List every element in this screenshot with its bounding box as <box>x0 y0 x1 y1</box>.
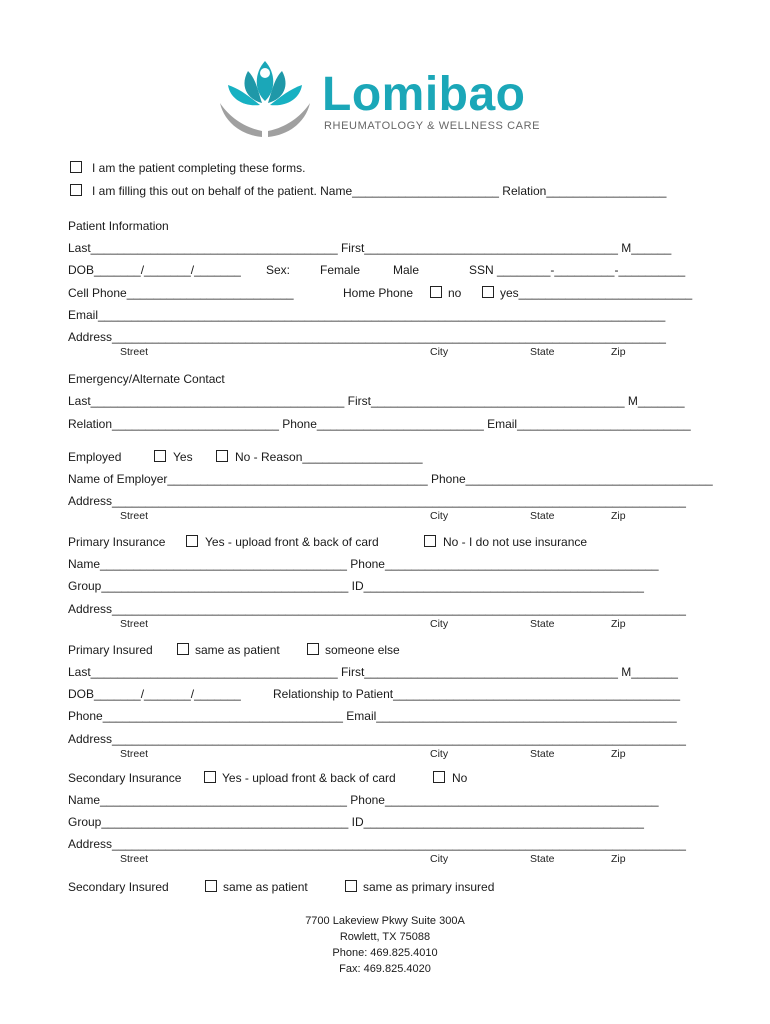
footer-address-line1: 7700 Lakeview Pkwy Suite 300A <box>305 915 465 927</box>
primary-insured-else-checkbox[interactable] <box>307 643 319 655</box>
zip-label: Zip <box>611 510 626 522</box>
sex-female-option[interactable]: Female <box>320 263 361 277</box>
primary-insured-name-field[interactable]: Last_____________________________________ First______________________________________ M_______ <box>68 665 678 679</box>
primary-insured-same-checkbox[interactable] <box>177 643 189 655</box>
state-label: State <box>530 618 555 630</box>
zip-label: Zip <box>611 346 626 358</box>
primary-insurance-yes-label: Yes - upload front & back of card <box>205 535 379 549</box>
primary-insurance-address-field[interactable]: Address______________________________________________________________________________________ <box>68 602 686 616</box>
state-label: State <box>530 346 555 358</box>
street-label: Street <box>120 346 149 358</box>
secondary-insurance-yes-label: Yes - upload front & back of card <box>222 771 396 785</box>
patient-self-checkbox[interactable] <box>70 161 82 173</box>
city-label: City <box>430 853 449 865</box>
emergency-heading: Emergency/Alternate Contact <box>68 372 225 386</box>
primary-insurance-yes-checkbox[interactable] <box>186 535 198 547</box>
primary-insured-label: Primary Insured <box>68 643 153 657</box>
zip-label: Zip <box>611 618 626 630</box>
street-label: Street <box>120 748 149 760</box>
street-label: Street <box>120 510 149 522</box>
cell-phone-field[interactable]: Cell Phone_________________________ <box>68 286 294 300</box>
city-label: City <box>430 510 449 522</box>
employed-yes-checkbox[interactable] <box>154 450 166 462</box>
primary-insurance-no-label: No - I do not use insurance <box>443 535 588 549</box>
secondary-insured-label: Secondary Insured <box>68 880 169 894</box>
employer-address-field[interactable]: Address______________________________________________________________________________________ <box>68 494 686 508</box>
patient-dob-field[interactable]: DOB_______/_______/_______ <box>68 263 241 277</box>
primary-insured-same-label: same as patient <box>195 643 280 657</box>
brand-tagline: RHEUMATOLOGY & WELLNESS CARE <box>324 120 541 132</box>
street-label: Street <box>120 618 149 630</box>
city-label: City <box>430 346 449 358</box>
primary-insurance-no-checkbox[interactable] <box>424 535 436 547</box>
home-phone-label: Home Phone <box>343 286 414 300</box>
patient-address-field[interactable]: Address___________________________________________________________________________________ <box>68 330 666 344</box>
secondary-insurance-name-field[interactable]: Name_____________________________________ Phone_________________________________________ <box>68 793 659 807</box>
zip-label: Zip <box>611 853 626 865</box>
employed-yes-label: Yes <box>173 450 193 464</box>
secondary-insurance-address-field[interactable]: Address______________________________________________________________________________________ <box>68 837 686 851</box>
primary-insured-dob-field[interactable]: DOB_______/_______/_______ <box>68 687 241 701</box>
primary-insurance-label: Primary Insurance <box>68 535 166 549</box>
secondary-insured-primary-label: same as primary insured <box>363 880 495 894</box>
state-label: State <box>530 510 555 522</box>
street-label: Street <box>120 853 149 865</box>
primary-insured-phone-email-field[interactable]: Phone____________________________________ Email_____________________________________________ <box>68 709 677 723</box>
state-label: State <box>530 748 555 760</box>
emergency-name-field[interactable]: Last______________________________________ First______________________________________ M_______ <box>68 394 685 408</box>
state-label: State <box>530 853 555 865</box>
primary-insured-else-label: someone else <box>325 643 400 657</box>
footer-address-line2: Rowlett, TX 75088 <box>339 931 431 943</box>
secondary-insurance-group-field[interactable]: Group_____________________________________ ID__________________________________________ <box>68 815 644 829</box>
behalf-label: I am filling this out on behalf of the patient. Name______________________ Relation__________________ <box>92 184 667 198</box>
city-label: City <box>430 748 449 760</box>
secondary-insured-same-label: same as patient <box>223 880 308 894</box>
brand-name: Lomibao <box>322 68 526 121</box>
secondary-insurance-no-label: No <box>452 771 468 785</box>
ssn-field[interactable]: SSN ________-_________-__________ <box>469 263 686 277</box>
secondary-insured-primary-checkbox[interactable] <box>345 880 357 892</box>
footer-phone: Phone: 469.825.4010 <box>332 947 438 959</box>
secondary-insurance-no-checkbox[interactable] <box>433 771 445 783</box>
employed-no-checkbox[interactable] <box>216 450 228 462</box>
home-phone-no-label: no <box>448 286 462 300</box>
primary-insurance-name-field[interactable]: Name_____________________________________ Phone_________________________________________ <box>68 557 659 571</box>
sex-male-option[interactable]: Male <box>393 263 420 277</box>
home-phone-no-checkbox[interactable] <box>430 286 442 298</box>
behalf-checkbox[interactable] <box>70 184 82 196</box>
secondary-insurance-label: Secondary Insurance <box>68 771 182 785</box>
home-phone-yes-field[interactable]: yes__________________________ <box>500 286 693 300</box>
patient-email-field[interactable]: Email_____________________________________________________________________________________ <box>68 308 666 322</box>
secondary-insured-same-checkbox[interactable] <box>205 880 217 892</box>
logo <box>218 55 558 140</box>
secondary-insurance-yes-checkbox[interactable] <box>204 771 216 783</box>
primary-insured-relationship-field[interactable]: Relationship to Patient___________________________________________ <box>273 687 681 701</box>
emergency-relation-field[interactable]: Relation_________________________ Phone_________________________ Email__________________________ <box>68 417 691 431</box>
employed-label: Employed <box>68 450 122 464</box>
patient-self-label: I am the patient completing these forms. <box>92 161 306 175</box>
primary-insured-address-field[interactable]: Address______________________________________________________________________________________ <box>68 732 686 746</box>
patient-name-field[interactable]: Last_____________________________________ First______________________________________ M______ <box>68 241 672 255</box>
home-phone-yes-checkbox[interactable] <box>482 286 494 298</box>
primary-insurance-group-field[interactable]: Group_____________________________________ ID__________________________________________ <box>68 579 644 593</box>
footer-fax: Fax: 469.825.4020 <box>339 963 431 975</box>
city-label: City <box>430 618 449 630</box>
sex-label: Sex: <box>266 263 291 277</box>
patient-info-heading: Patient Information <box>68 219 169 233</box>
employed-no-field[interactable]: No - Reason__________________ <box>235 450 423 464</box>
zip-label: Zip <box>611 748 626 760</box>
employer-name-field[interactable]: Name of Employer_______________________________________ Phone_____________________________________ <box>68 472 713 486</box>
lotus-hands-icon <box>218 55 312 140</box>
